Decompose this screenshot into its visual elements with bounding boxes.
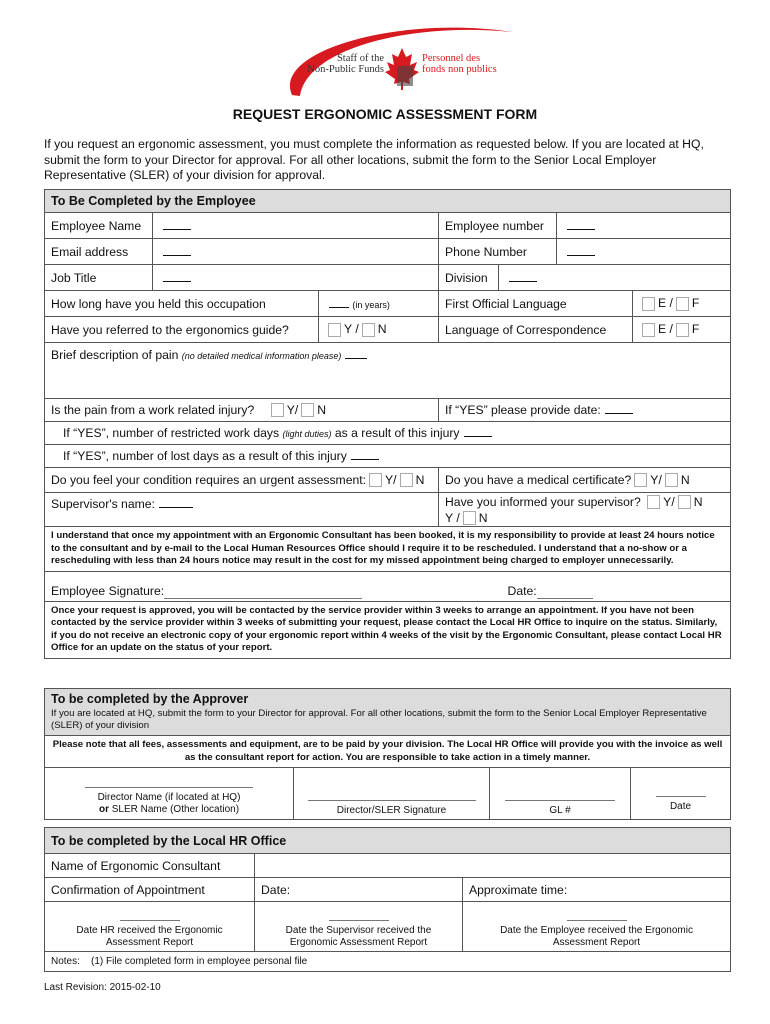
hr-section-header: To be completed by the Local HR Office — [45, 828, 731, 854]
pain-description-field[interactable] — [45, 343, 731, 399]
correspondence-f-checkbox[interactable] — [676, 323, 689, 337]
employee-date-field[interactable] — [537, 584, 593, 599]
job-title-field[interactable] — [153, 265, 439, 291]
urgent-n-checkbox[interactable] — [400, 473, 413, 487]
employee-received-date-field[interactable]: Date the Employee received the Ergonomic Assessment Report — [463, 902, 731, 952]
maple-leaf-icon — [385, 48, 419, 90]
approver-instructions: If you are located at HQ, submit the form to your Director for approval. For all other locations, submit the form to the Senior Local Employer Representative (SLER) of your division — [51, 708, 707, 731]
division-field[interactable] — [499, 265, 731, 291]
ergonomics-guide-options: Y / N — [319, 317, 439, 343]
email-field[interactable] — [153, 239, 439, 265]
medical-certificate-question: Do you have a medical certificate? Y/ N — [439, 468, 731, 493]
employee-signature-field[interactable] — [164, 584, 362, 599]
approver-section — [44, 688, 731, 820]
employee-number-label: Employee number — [439, 213, 557, 239]
first-language-f-checkbox[interactable] — [676, 297, 689, 311]
lost-days-field[interactable]: If “YES”, number of lost days as a result of this injury — [45, 445, 731, 468]
employee-name-label: Employee Name — [45, 213, 153, 239]
occupation-duration-label: How long have you held this occupation — [45, 291, 319, 317]
hr-section — [44, 827, 731, 972]
division-label: Division — [439, 265, 499, 291]
med-cert-n-checkbox[interactable] — [665, 473, 678, 487]
appointment-date-field[interactable]: Date: — [255, 878, 463, 902]
work-injury-n-checkbox[interactable] — [301, 403, 314, 417]
ergonomics-guide-label: Have you referred to the ergonomics guide? — [45, 317, 319, 343]
approval-notice: Once your request is approved, you will be contacted by the service provider within 3 weeks to arrange an appointment. If you have not been contacted by the service provider within 3 weeks of submitting your request, please contact the Local HR Office to inquire on the status. Similarly, if you do not receive an electronic copy of your ergonomic report within 4 weeks of the visit by the Ergonomic Consultant, please contact Local HR Office for an update on the status of your report. — [45, 601, 731, 658]
rescheduling-acknowledgement: I understand that once my appointment with an Ergonomic Consultant has been booked, it is my responsibility to provide at least 24 hours notice to the consultant and by e-mail to the Local Human Resources Office should I require it to be rescheduled. I understand that a no-show or a rescheduling with less than 24 hours notice may result in the cost for my missed appointment being charged to employer unnecessarily. — [45, 527, 731, 572]
organization-logo — [262, 10, 542, 100]
phone-field[interactable] — [557, 239, 731, 265]
correspondence-language-options: E / F — [633, 317, 731, 343]
correspondence-e-checkbox[interactable] — [642, 323, 655, 337]
med-cert-y-checkbox[interactable] — [634, 473, 647, 487]
phone-label: Phone Number — [439, 239, 557, 265]
hr-received-date-field[interactable]: Date HR received the Ergonomic Assessment Report — [45, 902, 255, 952]
division-payment-note: Please note that all fees, assessments and equipment, are to be paid by your division. The Local HR Office will provide you with the invoice as well as the consultant report for action. You are responsible to take action in a timely manner. — [45, 736, 731, 768]
director-name-field[interactable]: Director Name (if located at HQ) or SLER Name (Other location) — [45, 768, 294, 820]
logo-fr-line2: fonds non publics — [422, 64, 497, 75]
occupation-duration-field[interactable] — [319, 291, 439, 317]
in-years-hint: (in years) — [352, 299, 390, 310]
supervisor-received-date-field[interactable]: Date the Supervisor received the Ergonomic Assessment Report — [255, 902, 463, 952]
gl-number-field[interactable]: GL # — [490, 768, 631, 820]
hr-notes: Notes: (1) File completed form in employee personal file — [45, 952, 731, 972]
employee-name-field[interactable] — [153, 213, 439, 239]
supervisor-name-field[interactable]: Supervisor's name: — [45, 493, 439, 527]
appointment-time-field[interactable]: Approximate time: — [463, 878, 731, 902]
employee-section — [44, 189, 731, 659]
intro-text: If you request an ergonomic assessment, you must complete the information as requested below. If you are located at HQ, submit the form to your Director for approval. For all other locations, submit the form to the Senior Local Employer Representative (SLER) of your division for approval. — [44, 137, 704, 182]
form-title: REQUEST ERGONOMIC ASSESSMENT FORM — [232, 106, 538, 122]
first-language-options: E / F — [633, 291, 731, 317]
logo-en-line2: Non-Public Funds — [307, 64, 384, 75]
employee-date-label: Date: — [507, 583, 537, 598]
job-title-label: Job Title — [45, 265, 153, 291]
injury-date-field[interactable]: If “YES” please provide date: — [439, 399, 731, 422]
first-language-label: First Official Language — [439, 291, 633, 317]
employee-signature-row — [45, 571, 731, 601]
restricted-days-field[interactable]: If “YES”, number of restricted work days (light duties) as a result of this injury — [45, 422, 731, 445]
correspondence-language-label: Language of Correspondence — [439, 317, 633, 343]
first-language-e-checkbox[interactable] — [642, 297, 655, 311]
guide-n-checkbox[interactable] — [362, 323, 375, 337]
work-injury-question: Is the pain from a work related injury? Y/ N — [45, 399, 439, 422]
urgent-y-checkbox[interactable] — [369, 473, 382, 487]
consultant-name-field[interactable] — [255, 854, 731, 878]
informed-n-checkbox[interactable] — [678, 495, 691, 509]
informed-y-checkbox[interactable] — [647, 495, 660, 509]
guide-y-checkbox[interactable] — [328, 323, 341, 337]
urgent-assessment-question: Do you feel your condition requires an urgent assessment: Y/ N — [45, 468, 439, 493]
director-signature-field[interactable]: Director/SLER Signature — [294, 768, 490, 820]
employee-number-field[interactable] — [557, 213, 731, 239]
consultant-name-label: Name of Ergonomic Consultant — [45, 854, 255, 878]
logo-fr-line1: Personnel des — [422, 53, 481, 64]
informed-n-checkbox-2[interactable] — [463, 511, 476, 525]
approver-date-field[interactable]: Date — [631, 768, 731, 820]
logo-swoosh-icon — [262, 10, 542, 100]
work-injury-y-checkbox[interactable] — [271, 403, 284, 417]
approver-section-header: To be completed by the Approver If you are located at HQ, submit the form to your Director for approval. For all other locations, submit the form to the Senior Local Employer Representative (SLER) of your division — [45, 689, 731, 736]
last-revision: Last Revision: 2015-02-10 — [44, 982, 161, 993]
employee-section-header: To Be Completed by the Employee — [45, 190, 731, 213]
supervisor-informed-question: Have you informed your supervisor? Y/ N Y / N — [439, 493, 731, 527]
pain-description-label: Brief description of pain — [51, 348, 179, 362]
pain-description-note: (no detailed medical information please) — [181, 351, 342, 361]
logo-en-line1: Staff of the — [336, 53, 384, 64]
email-label: Email address — [45, 239, 153, 265]
employee-signature-label: Employee Signature: — [51, 583, 165, 598]
appointment-confirmation-label: Confirmation of Appointment — [45, 878, 255, 902]
